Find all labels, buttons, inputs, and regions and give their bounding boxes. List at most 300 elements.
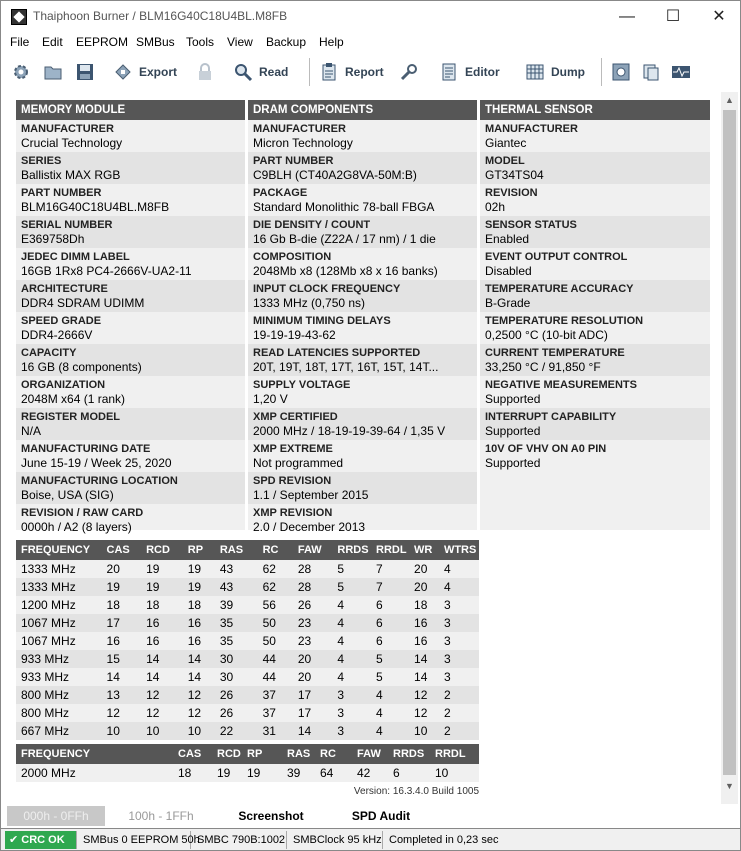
- field-value: Supported: [485, 424, 541, 438]
- field-value: 0000h / A2 (8 layers): [21, 520, 132, 534]
- waveform-icon: [671, 62, 691, 82]
- field-label: INPUT CLOCK FREQUENCY: [253, 283, 401, 295]
- table-cell: 12: [141, 686, 183, 704]
- field-value: Not programmed: [253, 456, 344, 470]
- export-icon: [113, 62, 133, 82]
- column-header: RRDS: [388, 744, 430, 764]
- table-cell: 50: [258, 614, 293, 632]
- field: [248, 376, 477, 408]
- status-bar: [0, 828, 741, 851]
- table-row: [16, 578, 479, 596]
- field-label: TEMPERATURE ACCURACY: [485, 283, 634, 295]
- table-cell: 12: [409, 704, 439, 722]
- field-value: Enabled: [485, 232, 530, 246]
- table-cell: 43: [215, 578, 258, 596]
- field-label: NEGATIVE MEASUREMENTS: [485, 379, 637, 391]
- column-header: [134, 744, 173, 764]
- table-cell: 37: [258, 686, 293, 704]
- table-cell: 4: [439, 578, 479, 596]
- column-header: FAW: [352, 744, 388, 764]
- field-label: DIE DENSITY / COUNT: [253, 219, 371, 231]
- table-cell: 14: [141, 650, 183, 668]
- floppy-disk-icon: [75, 62, 95, 82]
- table-cell: 20: [409, 578, 439, 596]
- field: [480, 216, 710, 248]
- tab-screenshot[interactable]: Screenshot: [238, 809, 304, 823]
- table-cell: 35: [215, 632, 258, 650]
- completion-status: Completed in 0,23 sec: [389, 834, 499, 846]
- table-row: [16, 614, 479, 632]
- app-logo-icon: [11, 9, 27, 25]
- table-cell: 3: [439, 668, 479, 686]
- table-cell: 14: [293, 722, 333, 740]
- menu-view[interactable]: View: [227, 35, 253, 49]
- table-row: [16, 650, 479, 668]
- field: [16, 312, 245, 344]
- table-cell: 39: [282, 764, 315, 782]
- field-value: Standard Monolithic 78-ball FBGA: [253, 200, 435, 214]
- field: [16, 344, 245, 376]
- lock-tool[interactable]: [195, 58, 221, 86]
- field: [16, 280, 245, 312]
- table-cell: 62: [258, 578, 293, 596]
- table-cell: 4: [332, 596, 371, 614]
- field: [248, 312, 477, 344]
- save-tool[interactable]: [75, 58, 101, 86]
- field-label: READ LATENCIES SUPPORTED: [253, 347, 421, 359]
- table-cell: 17: [293, 704, 333, 722]
- table-cell: 16: [409, 632, 439, 650]
- table-cell: 26: [215, 704, 258, 722]
- column-header: RC: [315, 744, 352, 764]
- table-cell: 13: [102, 686, 142, 704]
- dram-components-column: [248, 100, 477, 534]
- table-cell: 42: [352, 764, 388, 782]
- scroll-up-arrow-icon[interactable]: ▲: [725, 95, 734, 105]
- dump-button[interactable]: [525, 58, 585, 86]
- minimize-button[interactable]: —: [619, 8, 635, 25]
- table-cell: 4: [332, 668, 371, 686]
- tab-000h-0ffh[interactable]: 000h - 0FFh: [7, 806, 105, 826]
- read-button[interactable]: [233, 58, 288, 86]
- menu-help[interactable]: Help: [319, 35, 344, 49]
- field: [16, 216, 245, 248]
- table-cell: 6: [371, 632, 409, 650]
- smbus-status: SMBus 0 EEPROM 50h: [79, 831, 191, 849]
- document-icon: [439, 62, 459, 82]
- table-cell: 1067 MHz: [16, 632, 102, 650]
- column-header: RCD: [141, 540, 183, 560]
- table-cell: 14: [409, 668, 439, 686]
- table-cell: 14: [183, 668, 215, 686]
- field-value: Boise, USA (SIG): [21, 488, 114, 502]
- field-value: 2000 MHz / 18-19-19-39-64 / 1,35 V: [253, 424, 446, 438]
- field-label: MANUFACTURING LOCATION: [21, 475, 178, 487]
- field-label: SUPPLY VOLTAGE: [253, 379, 351, 391]
- table-cell: 20: [102, 560, 142, 578]
- table-cell: 4: [371, 722, 409, 740]
- field: [248, 408, 477, 440]
- table-cell: 30: [215, 668, 258, 686]
- field: [248, 216, 477, 248]
- dram-components-header: DRAM COMPONENTS: [248, 100, 477, 120]
- table-cell: 28: [293, 560, 333, 578]
- memory-module-column: [16, 100, 245, 534]
- field: [480, 152, 710, 184]
- thermal-sensor-column: [480, 100, 710, 530]
- field-value: Supported: [485, 392, 541, 406]
- field: [16, 376, 245, 408]
- table-cell: 2: [439, 686, 479, 704]
- table-cell: 26: [293, 596, 333, 614]
- field-label: SERIAL NUMBER: [21, 219, 113, 231]
- column-header: RAS: [282, 744, 315, 764]
- field: [16, 184, 245, 216]
- table-cell: 3: [439, 614, 479, 632]
- table-row: [16, 596, 479, 614]
- table-cell: 50: [258, 632, 293, 650]
- field: [16, 120, 245, 152]
- field: [16, 504, 245, 536]
- column-header: WTRS: [439, 540, 479, 560]
- editor-button[interactable]: [439, 58, 500, 86]
- field-value: 1333 MHz (0,750 ns): [253, 296, 366, 310]
- maximize-button[interactable]: ☐: [665, 8, 681, 25]
- field-value: DDR4 SDRAM UDIMM: [21, 296, 145, 310]
- menu-backup[interactable]: Backup: [266, 35, 307, 49]
- scan-tool[interactable]: [611, 58, 637, 86]
- table-cell: 62: [258, 560, 293, 578]
- field-label: PACKAGE: [253, 187, 308, 199]
- version-label: Version: 16.3.4.0 Build 1005: [353, 786, 479, 797]
- field-value: C9BLH (CT40A2G8VA-50M:B): [253, 168, 417, 182]
- table-cell: 19: [141, 560, 183, 578]
- field: [16, 152, 245, 184]
- table-cell: 2000 MHz: [16, 764, 134, 782]
- column-header: RRDL: [371, 540, 409, 560]
- table-cell: 16: [409, 614, 439, 632]
- column-header: CAS: [173, 744, 212, 764]
- column-header: RC: [258, 540, 293, 560]
- table-row: [16, 560, 479, 578]
- table-cell: 16: [183, 632, 215, 650]
- table-row: [16, 704, 479, 722]
- field-value: BLM16G40C18U4BL.M8FB: [21, 200, 170, 214]
- table-cell: 18: [102, 596, 142, 614]
- table-header-row: [16, 540, 479, 560]
- table-cell: [134, 764, 173, 782]
- table-cell: 14: [183, 650, 215, 668]
- dump-label: Dump: [551, 65, 585, 79]
- tab-100h-1ffh[interactable]: 100h - 1FFh: [128, 809, 194, 823]
- table-cell: 1333 MHz: [16, 560, 102, 578]
- field: [480, 184, 710, 216]
- field-label: TEMPERATURE RESOLUTION: [485, 315, 644, 327]
- table-cell: 22: [215, 722, 258, 740]
- field: [480, 312, 710, 344]
- table-cell: 16: [141, 614, 183, 632]
- table-cell: 16: [183, 614, 215, 632]
- table-cell: 14: [409, 650, 439, 668]
- field-value: 19-19-19-43-62: [253, 328, 336, 342]
- table-cell: 6: [388, 764, 430, 782]
- field: [16, 472, 245, 504]
- table-cell: 4: [439, 560, 479, 578]
- smbclock-status: SMBClock 95 kHz: [289, 831, 383, 849]
- table-cell: 1200 MHz: [16, 596, 102, 614]
- table-cell: 26: [215, 686, 258, 704]
- window-title: Thaiphoon Burner / BLM16G40C18U4BL.M8FB: [33, 9, 288, 23]
- field-label: REGISTER MODEL: [21, 411, 121, 423]
- table-cell: 667 MHz: [16, 722, 102, 740]
- folder-icon: [43, 62, 63, 82]
- field-label: SPEED GRADE: [21, 315, 102, 327]
- field-label: XMP CERTIFIED: [253, 411, 338, 423]
- menu-eeprom[interactable]: EEPROM: [76, 35, 129, 49]
- table-cell: 20: [409, 560, 439, 578]
- table-cell: 10: [183, 722, 215, 740]
- field-label: SERIES: [21, 155, 62, 167]
- table-cell: 5: [371, 650, 409, 668]
- report-button[interactable]: [319, 58, 384, 86]
- field: [16, 408, 245, 440]
- grid-icon: [525, 62, 545, 82]
- vertical-scrollbar[interactable]: [721, 92, 738, 804]
- field-label: MODEL: [485, 155, 525, 167]
- table-cell: 12: [183, 704, 215, 722]
- field-value: Giantec: [485, 136, 527, 150]
- table-row: [16, 722, 479, 740]
- field: [248, 248, 477, 280]
- table-cell: 35: [215, 614, 258, 632]
- field-value: N/A: [21, 424, 42, 438]
- menu-edit[interactable]: Edit: [42, 35, 63, 49]
- column-header: FREQUENCY: [16, 744, 134, 764]
- field-value: 1,20 V: [253, 392, 288, 406]
- table-cell: 28: [293, 578, 333, 596]
- table-cell: 4: [332, 614, 371, 632]
- table-cell: 12: [183, 686, 215, 704]
- jedec-timing-table: [16, 540, 479, 740]
- field-label: COMPOSITION: [253, 251, 332, 263]
- field-value: 16GB 1Rx8 PC4-2666V-UA2-11: [21, 264, 192, 278]
- table-cell: 19: [102, 578, 142, 596]
- field-value: Ballistix MAX RGB: [21, 168, 121, 182]
- field-label: SPD REVISION: [253, 475, 332, 487]
- table-cell: 18: [183, 596, 215, 614]
- field-value: Crucial Technology: [21, 136, 123, 150]
- table-cell: 17: [102, 614, 142, 632]
- tools-tool[interactable]: [399, 58, 425, 86]
- field: [480, 376, 710, 408]
- table-cell: 23: [293, 614, 333, 632]
- table-cell: 10: [430, 764, 479, 782]
- table-cell: 3: [332, 686, 371, 704]
- table-cell: 14: [141, 668, 183, 686]
- field-label: MINIMUM TIMING DELAYS: [253, 315, 391, 327]
- table-cell: 3: [439, 596, 479, 614]
- table-cell: 19: [242, 764, 282, 782]
- field-label: REVISION / RAW CARD: [21, 507, 144, 519]
- table-cell: 800 MHz: [16, 704, 102, 722]
- table-cell: 30: [215, 650, 258, 668]
- table-cell: 933 MHz: [16, 650, 102, 668]
- table-cell: 64: [315, 764, 352, 782]
- table-cell: 20: [293, 650, 333, 668]
- field-label: PART NUMBER: [21, 187, 102, 199]
- field: [16, 248, 245, 280]
- field-value: Supported: [485, 456, 541, 470]
- wrench-icon: [399, 62, 419, 82]
- field-value: GT34TS04: [485, 168, 544, 182]
- field-label: MANUFACTURER: [485, 123, 578, 135]
- table-cell: 56: [258, 596, 293, 614]
- table-cell: 43: [215, 560, 258, 578]
- scan-icon: [611, 62, 631, 82]
- field-label: REVISION: [485, 187, 538, 199]
- table-cell: 37: [258, 704, 293, 722]
- copy-tool[interactable]: [641, 58, 667, 86]
- monitor-tool[interactable]: [671, 58, 697, 86]
- field: [248, 120, 477, 152]
- field: [480, 344, 710, 376]
- field-label: MANUFACTURING DATE: [21, 443, 151, 455]
- field: [16, 440, 245, 472]
- read-label: Read: [259, 65, 289, 79]
- tab-spd-audit[interactable]: SPD Audit: [351, 809, 411, 823]
- export-button[interactable]: [113, 58, 177, 86]
- field-label: MANUFACTURER: [21, 123, 114, 135]
- field-label: EVENT OUTPUT CONTROL: [485, 251, 628, 263]
- table-cell: 44: [258, 650, 293, 668]
- scrollbar-thumb[interactable]: [723, 110, 736, 775]
- close-button[interactable]: ✕: [712, 8, 726, 25]
- column-header: FAW: [293, 540, 333, 560]
- field: [248, 472, 477, 504]
- table-cell: 800 MHz: [16, 686, 102, 704]
- field: [248, 280, 477, 312]
- field-label: PART NUMBER: [253, 155, 334, 167]
- table-cell: 20: [293, 668, 333, 686]
- memory-module-header: MEMORY MODULE: [16, 100, 245, 120]
- menu-bar: [0, 32, 741, 52]
- field: [248, 440, 477, 472]
- table-cell: 6: [371, 596, 409, 614]
- column-header: RP: [183, 540, 215, 560]
- table-cell: 14: [102, 668, 142, 686]
- table-cell: 44: [258, 668, 293, 686]
- field-label: ORGANIZATION: [21, 379, 106, 391]
- table-cell: 1333 MHz: [16, 578, 102, 596]
- table-cell: 3: [332, 722, 371, 740]
- field: [480, 248, 710, 280]
- field-value: Micron Technology: [253, 136, 353, 150]
- table-cell: 10: [102, 722, 142, 740]
- field-value: B-Grade: [485, 296, 531, 310]
- table-cell: 12: [141, 704, 183, 722]
- report-view: [0, 92, 741, 804]
- table-cell: 17: [293, 686, 333, 704]
- table-cell: 16: [141, 632, 183, 650]
- table-cell: 19: [141, 578, 183, 596]
- field: [480, 440, 710, 472]
- open-tool[interactable]: [43, 58, 69, 86]
- table-cell: 4: [371, 704, 409, 722]
- table-cell: 5: [332, 578, 371, 596]
- field-label: INTERRUPT CAPABILITY: [485, 411, 617, 423]
- table-cell: 2: [439, 704, 479, 722]
- field-value: 2.0 / December 2013: [253, 520, 366, 534]
- field-label: ARCHITECTURE: [21, 283, 108, 295]
- smbc-status: SMBC 790B:1002: [193, 831, 287, 849]
- field-value: 0,2500 °C (10-bit ADC): [485, 328, 608, 342]
- field-value: 02h: [485, 200, 506, 214]
- table-cell: 7: [371, 560, 409, 578]
- field: [480, 280, 710, 312]
- field-label: SENSOR STATUS: [485, 219, 577, 231]
- column-header: RP: [242, 744, 282, 764]
- table-header-row: [16, 744, 479, 764]
- field-value: 33,250 °C / 91,850 °F: [485, 360, 601, 374]
- field-value: 2048Mb x8 (128Mb x8 x 16 banks): [253, 264, 438, 278]
- table-cell: 4: [371, 686, 409, 704]
- settings-tool[interactable]: [11, 58, 37, 86]
- table-cell: 18: [409, 596, 439, 614]
- field-value: 1.1 / September 2015: [253, 488, 369, 502]
- menu-smbus[interactable]: SMBus: [136, 35, 175, 49]
- lock-icon: [195, 62, 215, 82]
- column-header: RRDS: [332, 540, 371, 560]
- table-row: [16, 668, 479, 686]
- field-label: CAPACITY: [21, 347, 77, 359]
- export-label: Export: [139, 65, 178, 79]
- menu-file[interactable]: File: [10, 35, 30, 49]
- column-header: FREQUENCY: [16, 540, 102, 560]
- table-cell: 18: [173, 764, 212, 782]
- bottom-tab-bar: [0, 804, 741, 828]
- table-cell: 31: [258, 722, 293, 740]
- field-value: 16 Gb B-die (Z22A / 17 nm) / 1 die: [253, 232, 436, 246]
- table-cell: 1067 MHz: [16, 614, 102, 632]
- gear-icon: [11, 62, 31, 82]
- field-label: XMP EXTREME: [253, 443, 333, 455]
- field-value: 16 GB (8 components): [21, 360, 142, 374]
- magnifier-icon: [233, 62, 253, 82]
- field: [248, 344, 477, 376]
- table-cell: 10: [141, 722, 183, 740]
- field-label: MANUFACTURER: [253, 123, 346, 135]
- table-cell: 4: [332, 650, 371, 668]
- column-header: RAS: [215, 540, 258, 560]
- report-label: Report: [345, 65, 384, 79]
- info-grid: [16, 100, 710, 534]
- table-row: [16, 686, 479, 704]
- table-cell: 5: [332, 560, 371, 578]
- table-cell: 15: [102, 650, 142, 668]
- table-cell: 12: [102, 704, 142, 722]
- xmp-timing-table: [16, 744, 479, 782]
- copy-icon: [641, 62, 661, 82]
- table-cell: 2: [439, 722, 479, 740]
- column-header: WR: [409, 540, 439, 560]
- field-label: 10V OF VHV ON A0 PIN: [485, 443, 607, 455]
- table-cell: 16: [102, 632, 142, 650]
- table-cell: 5: [371, 668, 409, 686]
- table-cell: 39: [215, 596, 258, 614]
- scroll-down-arrow-icon[interactable]: ▼: [725, 781, 734, 791]
- table-cell: 4: [332, 632, 371, 650]
- menu-tools[interactable]: Tools: [186, 35, 215, 49]
